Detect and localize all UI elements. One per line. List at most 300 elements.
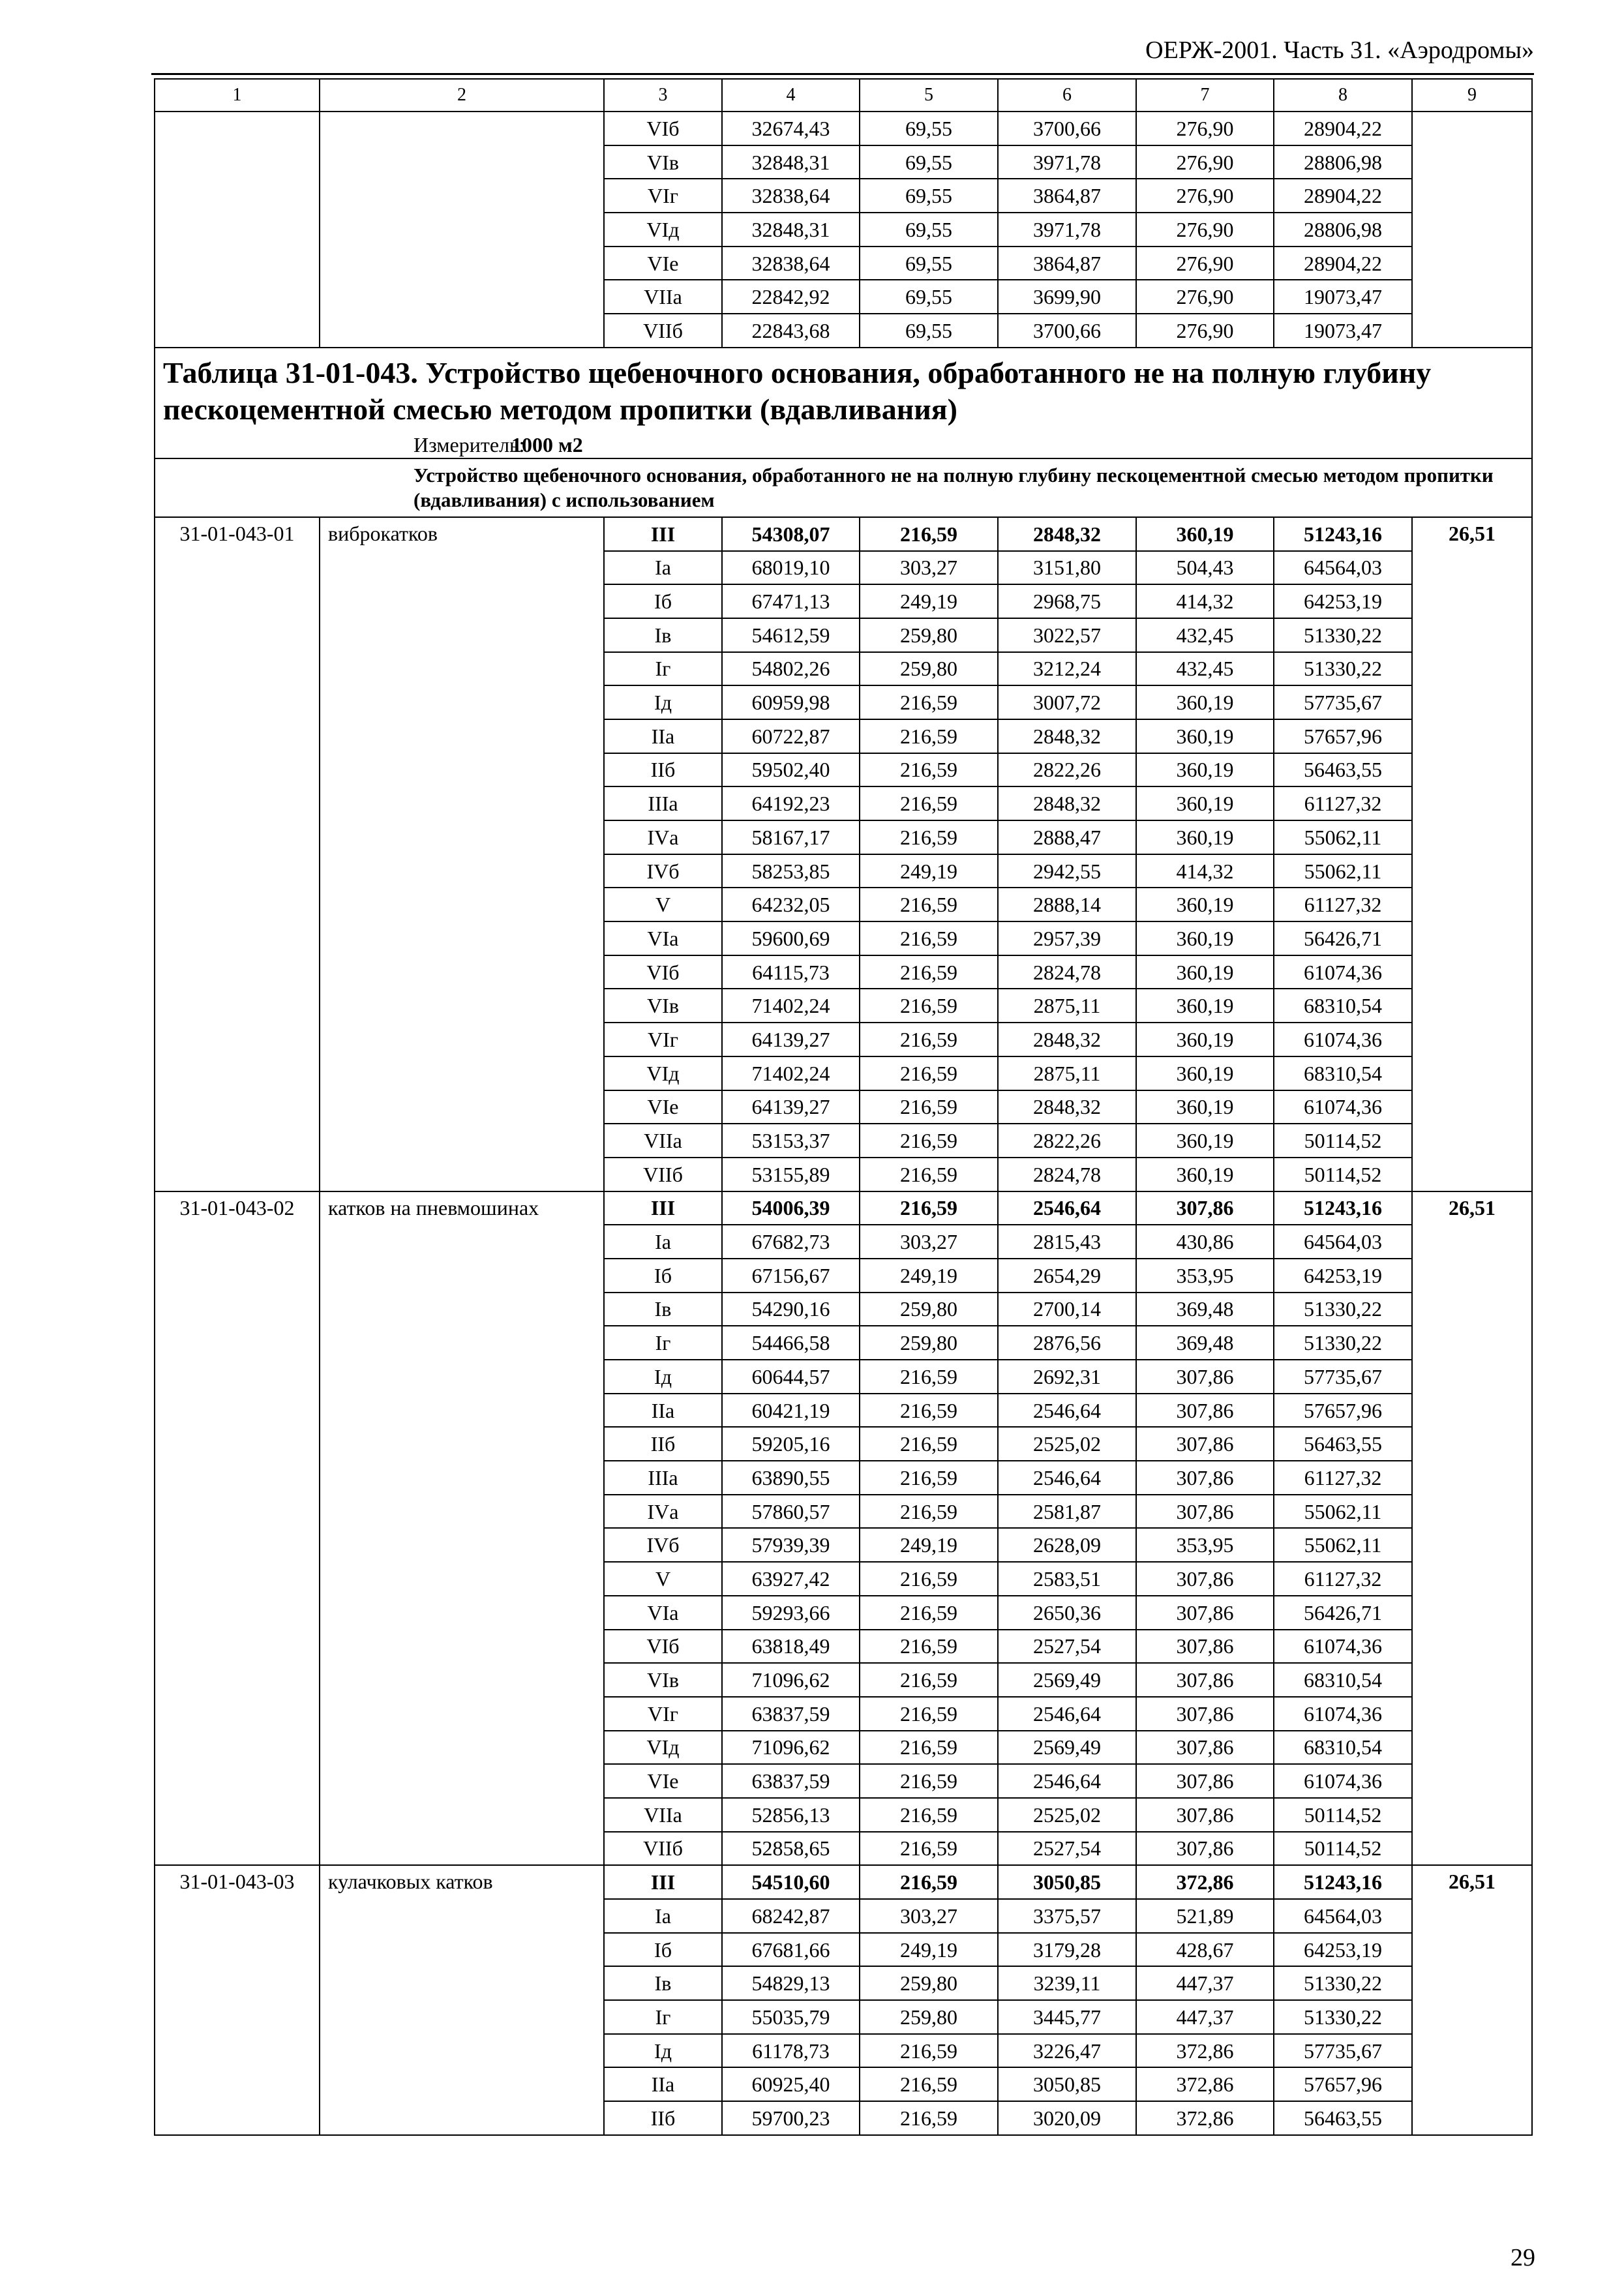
value-cell: 2546,64 (998, 1191, 1136, 1225)
value-cell: 447,37 (1136, 1966, 1274, 2000)
value-cell: VIд (604, 1056, 722, 1090)
value-cell: 259,80 (860, 652, 998, 686)
value-cell: IIIа (604, 786, 722, 820)
value-cell: 259,80 (860, 618, 998, 652)
value-cell: 57735,67 (1274, 685, 1412, 719)
value-cell: 216,59 (860, 1697, 998, 1731)
value-cell: 55062,11 (1274, 820, 1412, 854)
column-number-cell: 9 (1412, 79, 1532, 112)
value-cell: 307,86 (1136, 1663, 1274, 1697)
value-cell: VIб (604, 955, 722, 989)
value-cell: 249,19 (860, 1933, 998, 1967)
value-cell: 50114,52 (1274, 1798, 1412, 1832)
value-cell: 216,59 (860, 1056, 998, 1090)
value-cell: 307,86 (1136, 1630, 1274, 1664)
value-cell: 2824,78 (998, 955, 1136, 989)
value-cell: 2527,54 (998, 1832, 1136, 1866)
value-cell: 432,45 (1136, 618, 1274, 652)
value-cell: 51243,16 (1274, 1865, 1412, 1899)
value-cell: 2569,49 (998, 1731, 1136, 1765)
value-cell: 71402,24 (722, 1056, 860, 1090)
value-cell: 447,37 (1136, 2000, 1274, 2034)
table-row (155, 517, 1532, 551)
value-cell: 360,19 (1136, 1158, 1274, 1191)
col9-value: 26,51 (1412, 1191, 1532, 1866)
value-cell: 216,59 (860, 1495, 998, 1529)
value-cell: 432,45 (1136, 652, 1274, 686)
value-cell: 60421,19 (722, 1394, 860, 1428)
value-cell: 360,19 (1136, 719, 1274, 753)
column-number-cell: 1 (155, 79, 320, 112)
value-cell: 59293,66 (722, 1596, 860, 1630)
value-cell: 2525,02 (998, 1798, 1136, 1832)
value-cell: IIа (604, 1394, 722, 1428)
value-cell: 61127,32 (1274, 1461, 1412, 1495)
value-cell: 69,55 (860, 247, 998, 280)
value-cell: 216,59 (860, 786, 998, 820)
value-cell: 2628,09 (998, 1528, 1136, 1562)
value-cell: 69,55 (860, 213, 998, 247)
value-cell: 54308,07 (722, 517, 860, 551)
value-cell: Iд (604, 1360, 722, 1394)
value-cell: 360,19 (1136, 1090, 1274, 1124)
table-body (155, 79, 1532, 2135)
value-cell: 55062,11 (1274, 1495, 1412, 1529)
value-cell: 28904,22 (1274, 179, 1412, 213)
value-cell: 360,19 (1136, 1023, 1274, 1056)
value-cell: 276,90 (1136, 179, 1274, 213)
value-cell: 2848,32 (998, 786, 1136, 820)
value-cell: 61074,36 (1274, 1090, 1412, 1124)
value-cell: 2815,43 (998, 1225, 1136, 1259)
value-cell: 69,55 (860, 112, 998, 145)
rate-name: виброкатков (320, 517, 604, 1191)
value-cell: 54290,16 (722, 1293, 860, 1326)
value-cell: 69,55 (860, 280, 998, 314)
value-cell: 216,59 (860, 1865, 998, 1899)
value-cell: 360,19 (1136, 989, 1274, 1023)
description-cell (155, 458, 1532, 517)
value-cell: 259,80 (860, 1326, 998, 1360)
value-cell: 216,59 (860, 1663, 998, 1697)
value-cell: 19073,47 (1274, 280, 1412, 314)
value-cell: 372,86 (1136, 2101, 1274, 2135)
value-cell: VIе (604, 1090, 722, 1124)
value-cell: 307,86 (1136, 1427, 1274, 1461)
value-cell: 372,86 (1136, 1865, 1274, 1899)
value-cell: III (604, 1191, 722, 1225)
value-cell: 71096,62 (722, 1663, 860, 1697)
value-cell: IIа (604, 2067, 722, 2101)
value-cell: 3445,77 (998, 2000, 1136, 2034)
value-cell: 64139,27 (722, 1090, 860, 1124)
value-cell: 259,80 (860, 2000, 998, 2034)
value-cell: 61074,36 (1274, 1697, 1412, 1731)
value-cell: 307,86 (1136, 1360, 1274, 1394)
value-cell: 67156,67 (722, 1259, 860, 1293)
value-cell: 3179,28 (998, 1933, 1136, 1967)
value-cell: VIIб (604, 1158, 722, 1191)
value-cell: 216,59 (860, 753, 998, 787)
value-cell: 50114,52 (1274, 1124, 1412, 1158)
description-row (155, 458, 1532, 517)
column-number-cell: 7 (1136, 79, 1274, 112)
value-cell: 3700,66 (998, 112, 1136, 145)
value-cell: Iд (604, 2034, 722, 2068)
table-row (155, 112, 1532, 145)
value-cell: 2581,87 (998, 1495, 1136, 1529)
value-cell: 3050,85 (998, 2067, 1136, 2101)
value-cell: 249,19 (860, 854, 998, 888)
value-cell: 59700,23 (722, 2101, 860, 2135)
value-cell: 54612,59 (722, 618, 860, 652)
column-number-cell: 6 (998, 79, 1136, 112)
value-cell: 249,19 (860, 584, 998, 618)
value-cell: 216,59 (860, 820, 998, 854)
value-cell: 216,59 (860, 2101, 998, 2135)
value-cell: 307,86 (1136, 1394, 1274, 1428)
value-cell: 53155,89 (722, 1158, 860, 1191)
value-cell: VIг (604, 1697, 722, 1731)
table-title-cell (155, 348, 1532, 458)
value-cell: 216,59 (860, 1394, 998, 1428)
column-number-cell: 5 (860, 79, 998, 112)
rate-code: 31-01-043-03 (155, 1865, 320, 2135)
value-cell: VIд (604, 213, 722, 247)
value-cell: 2654,29 (998, 1259, 1136, 1293)
value-cell: 61074,36 (1274, 955, 1412, 989)
value-cell: 276,90 (1136, 213, 1274, 247)
value-cell: 216,59 (860, 1764, 998, 1798)
rate-name: кулачковых катков (320, 1865, 604, 2135)
value-cell: 59502,40 (722, 753, 860, 787)
value-cell: 360,19 (1136, 955, 1274, 989)
value-cell: 57657,96 (1274, 719, 1412, 753)
value-cell: 57657,96 (1274, 2067, 1412, 2101)
value-cell: 216,59 (860, 1832, 998, 1866)
value-cell: VIб (604, 112, 722, 145)
value-cell: 32848,31 (722, 213, 860, 247)
value-cell: 2968,75 (998, 584, 1136, 618)
value-cell: 249,19 (860, 1528, 998, 1562)
value-cell: 3050,85 (998, 1865, 1136, 1899)
value-cell: Iа (604, 1899, 722, 1933)
value-cell: 63927,42 (722, 1562, 860, 1596)
value-cell: 56426,71 (1274, 921, 1412, 955)
value-cell: 3022,57 (998, 618, 1136, 652)
col9-value: 26,51 (1412, 1865, 1532, 2135)
value-cell: 360,19 (1136, 1056, 1274, 1090)
value-cell: 67681,66 (722, 1933, 860, 1967)
value-cell: 60925,40 (722, 2067, 860, 2101)
value-cell: 303,27 (860, 551, 998, 585)
value-cell: 28904,22 (1274, 112, 1412, 145)
value-cell: V (604, 888, 722, 921)
value-cell: 57860,57 (722, 1495, 860, 1529)
value-cell: 58167,17 (722, 820, 860, 854)
value-cell: 67471,13 (722, 584, 860, 618)
rate-code: 31-01-043-02 (155, 1191, 320, 1866)
value-cell: IIб (604, 1427, 722, 1461)
value-cell: 3971,78 (998, 145, 1136, 179)
value-cell: IIIа (604, 1461, 722, 1495)
value-cell: 68242,87 (722, 1899, 860, 1933)
column-number-row (155, 79, 1532, 112)
value-cell: 3212,24 (998, 652, 1136, 686)
value-cell: 259,80 (860, 1293, 998, 1326)
value-cell: 2848,32 (998, 1023, 1136, 1056)
value-cell: Iв (604, 1293, 722, 1326)
value-cell: 216,59 (860, 1562, 998, 1596)
value-cell: 22843,68 (722, 314, 860, 348)
value-cell: IIа (604, 719, 722, 753)
value-cell: 55035,79 (722, 2000, 860, 2034)
value-cell: 69,55 (860, 179, 998, 213)
value-cell: 63890,55 (722, 1461, 860, 1495)
value-cell: VIв (604, 1663, 722, 1697)
value-cell: VIIб (604, 1832, 722, 1866)
value-cell: 216,59 (860, 719, 998, 753)
value-cell: 276,90 (1136, 247, 1274, 280)
value-cell: 307,86 (1136, 1832, 1274, 1866)
value-cell: 52858,65 (722, 1832, 860, 1866)
value-cell: 276,90 (1136, 280, 1274, 314)
value-cell: 3151,80 (998, 551, 1136, 585)
table-row (155, 1191, 1532, 1225)
code-cell (155, 112, 320, 348)
column-number-cell: 4 (722, 79, 860, 112)
value-cell: 216,59 (860, 1461, 998, 1495)
value-cell: 276,90 (1136, 314, 1274, 348)
value-cell: 64253,19 (1274, 1933, 1412, 1967)
value-cell: 67682,73 (722, 1225, 860, 1259)
value-cell: 61074,36 (1274, 1764, 1412, 1798)
value-cell: 360,19 (1136, 685, 1274, 719)
value-cell: 57939,39 (722, 1528, 860, 1562)
units-label: Измеритель: (414, 432, 525, 456)
value-cell: 64564,03 (1274, 1899, 1412, 1933)
value-cell: 68310,54 (1274, 989, 1412, 1023)
column-number-cell: 3 (604, 79, 722, 112)
value-cell: 216,59 (860, 2067, 998, 2101)
value-cell: 216,59 (860, 955, 998, 989)
column-number-cell: 2 (320, 79, 604, 112)
value-cell: 369,48 (1136, 1326, 1274, 1360)
value-cell: 369,48 (1136, 1293, 1274, 1326)
value-cell: 59205,16 (722, 1427, 860, 1461)
value-cell: 216,59 (860, 989, 998, 1023)
value-cell: 3700,66 (998, 314, 1136, 348)
value-cell: 2546,64 (998, 1764, 1136, 1798)
value-cell: 2546,64 (998, 1394, 1136, 1428)
value-cell: Iг (604, 652, 722, 686)
value-cell: 51330,22 (1274, 618, 1412, 652)
value-cell: 3375,57 (998, 1899, 1136, 1933)
value-cell: Iб (604, 1933, 722, 1967)
value-cell: 2700,14 (998, 1293, 1136, 1326)
value-cell: VIа (604, 921, 722, 955)
value-cell: IVа (604, 1495, 722, 1529)
value-cell: 2875,11 (998, 1056, 1136, 1090)
value-cell: 2650,36 (998, 1596, 1136, 1630)
value-cell: 3699,90 (998, 280, 1136, 314)
value-cell: 55062,11 (1274, 854, 1412, 888)
value-cell: 216,59 (860, 517, 998, 551)
value-cell: 2822,26 (998, 1124, 1136, 1158)
value-cell: 64115,73 (722, 955, 860, 989)
value-cell: 51330,22 (1274, 1293, 1412, 1326)
value-cell: 64564,03 (1274, 1225, 1412, 1259)
value-cell: 216,59 (860, 1360, 998, 1394)
value-cell: 32838,64 (722, 247, 860, 280)
value-cell: 28806,98 (1274, 213, 1412, 247)
value-cell: 57735,67 (1274, 1360, 1412, 1394)
value-cell: Iг (604, 2000, 722, 2034)
value-cell: VIIа (604, 280, 722, 314)
value-cell: 54802,26 (722, 652, 860, 686)
value-cell: 61127,32 (1274, 786, 1412, 820)
value-cell: 216,59 (860, 1090, 998, 1124)
value-cell: III (604, 517, 722, 551)
table-row (155, 1865, 1532, 1899)
value-cell: 64192,23 (722, 786, 860, 820)
value-cell: VIе (604, 1764, 722, 1798)
value-cell: 216,59 (860, 1630, 998, 1664)
value-cell: IVб (604, 1528, 722, 1562)
value-cell: 60644,57 (722, 1360, 860, 1394)
value-cell: 360,19 (1136, 517, 1274, 551)
value-cell: 216,59 (860, 921, 998, 955)
value-cell: 504,43 (1136, 551, 1274, 585)
running-header: ОЕРЖ-2001. Часть 31. «Аэродромы» (1145, 37, 1534, 64)
value-cell: V (604, 1562, 722, 1596)
value-cell: 307,86 (1136, 1764, 1274, 1798)
value-cell: 68310,54 (1274, 1731, 1412, 1765)
value-cell: 32674,43 (722, 112, 860, 145)
value-cell: Iг (604, 1326, 722, 1360)
value-cell: 68019,10 (722, 551, 860, 585)
value-cell: 3020,09 (998, 2101, 1136, 2135)
value-cell: 69,55 (860, 145, 998, 179)
value-cell: VIг (604, 179, 722, 213)
value-cell: 216,59 (860, 1124, 998, 1158)
value-cell: 19073,47 (1274, 314, 1412, 348)
value-cell: 64232,05 (722, 888, 860, 921)
name-cell (320, 112, 604, 348)
value-cell: 68310,54 (1274, 1056, 1412, 1090)
value-cell: 51330,22 (1274, 652, 1412, 686)
value-cell: VIIб (604, 314, 722, 348)
value-cell: IIб (604, 2101, 722, 2135)
value-cell: 54829,13 (722, 1966, 860, 2000)
value-cell: VIд (604, 1731, 722, 1765)
value-cell: 54006,39 (722, 1191, 860, 1225)
value-cell: VIб (604, 1630, 722, 1664)
value-cell: 216,59 (860, 1158, 998, 1191)
value-cell: 64253,19 (1274, 584, 1412, 618)
value-cell: VIIа (604, 1798, 722, 1832)
value-cell: 2692,31 (998, 1360, 1136, 1394)
value-cell: 307,86 (1136, 1596, 1274, 1630)
units-line (163, 434, 1524, 455)
value-cell: 307,86 (1136, 1562, 1274, 1596)
value-cell: 2546,64 (998, 1461, 1136, 1495)
value-cell: 54510,60 (722, 1865, 860, 1899)
value-cell: 51243,16 (1274, 1191, 1412, 1225)
value-cell: 2942,55 (998, 854, 1136, 888)
value-cell: 360,19 (1136, 1124, 1274, 1158)
value-cell: 28806,98 (1274, 145, 1412, 179)
description-text: Устройство щебеночного основания, обработанного не на полную глубину пескоцементной смесью методом пропитки (вдавливания) с использованием (414, 463, 1494, 511)
value-cell: 56426,71 (1274, 1596, 1412, 1630)
page-number: 29 (1511, 2244, 1535, 2271)
value-cell: 276,90 (1136, 112, 1274, 145)
value-cell: 428,67 (1136, 1933, 1274, 1967)
value-cell: 360,19 (1136, 888, 1274, 921)
value-cell: 51243,16 (1274, 517, 1412, 551)
units-value: 1000 м2 (511, 432, 583, 456)
value-cell: 216,59 (860, 1191, 998, 1225)
value-cell: 216,59 (860, 1731, 998, 1765)
value-cell: 63818,49 (722, 1630, 860, 1664)
value-cell: 57657,96 (1274, 1394, 1412, 1428)
table-title-row (155, 348, 1532, 458)
value-cell: 2525,02 (998, 1427, 1136, 1461)
value-cell: 55062,11 (1274, 1528, 1412, 1562)
value-cell: 430,86 (1136, 1225, 1274, 1259)
value-cell: 216,59 (860, 2034, 998, 2068)
value-cell: 307,86 (1136, 1798, 1274, 1832)
value-cell: 2583,51 (998, 1562, 1136, 1596)
value-cell: Iб (604, 584, 722, 618)
value-cell: III (604, 1865, 722, 1899)
value-cell: 56463,55 (1274, 753, 1412, 787)
value-cell: 3971,78 (998, 213, 1136, 247)
value-cell: 2888,47 (998, 820, 1136, 854)
value-cell: 28904,22 (1274, 247, 1412, 280)
value-cell: Iв (604, 1966, 722, 2000)
value-cell: 360,19 (1136, 921, 1274, 955)
value-cell: 63837,59 (722, 1697, 860, 1731)
value-cell: VIа (604, 1596, 722, 1630)
value-cell: VIв (604, 145, 722, 179)
value-cell: 307,86 (1136, 1697, 1274, 1731)
rates-table (154, 78, 1533, 2136)
value-cell: 414,32 (1136, 584, 1274, 618)
value-cell: 50114,52 (1274, 1832, 1412, 1866)
value-cell: 216,59 (860, 1023, 998, 1056)
value-cell: 2848,32 (998, 517, 1136, 551)
value-cell: 216,59 (860, 1798, 998, 1832)
col9-value: 26,51 (1412, 517, 1532, 1191)
value-cell: 2569,49 (998, 1663, 1136, 1697)
value-cell: 54466,58 (722, 1326, 860, 1360)
value-cell: 2957,39 (998, 921, 1136, 955)
value-cell: 68310,54 (1274, 1663, 1412, 1697)
value-cell: 2822,26 (998, 753, 1136, 787)
value-cell: 353,95 (1136, 1528, 1274, 1562)
value-cell: 372,86 (1136, 2067, 1274, 2101)
value-cell: 61074,36 (1274, 1630, 1412, 1664)
value-cell: 360,19 (1136, 820, 1274, 854)
value-cell: 61127,32 (1274, 1562, 1412, 1596)
value-cell: 71402,24 (722, 989, 860, 1023)
value-cell: 303,27 (860, 1225, 998, 1259)
value-cell: Iб (604, 1259, 722, 1293)
value-cell: 307,86 (1136, 1731, 1274, 1765)
value-cell: 3239,11 (998, 1966, 1136, 2000)
value-cell: 59600,69 (722, 921, 860, 955)
